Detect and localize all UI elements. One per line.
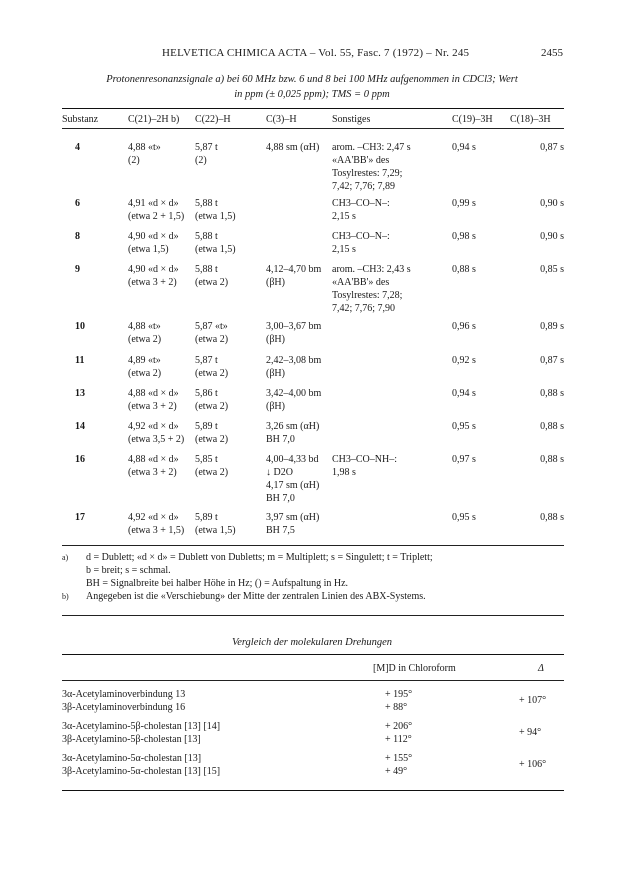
- table2-header-rule: [62, 680, 564, 681]
- c3-cell: 3,42–4,00 bm: [266, 388, 322, 399]
- c3-cell: BH 7,0: [266, 493, 295, 504]
- footnote-line: BH = Signalbreite bei halber Höhe in Hz; () = Aufspaltung in Hz.: [86, 578, 349, 589]
- footnote-mark: a): [62, 553, 69, 562]
- c18-cell: 0,88 s: [540, 421, 564, 432]
- c22-cell: (etwa 2): [195, 401, 229, 412]
- c19-cell: 0,97 s: [452, 454, 476, 465]
- rotation-value: + 88°: [385, 702, 408, 713]
- journal-header: HELVETICA CHIMICA ACTA – Vol. 55, Fasc. 7 (1972) – Nr. 245: [162, 47, 470, 59]
- c21-cell: 4,90 «d × d»: [128, 231, 179, 242]
- sonstiges-cell: Tosylrestes: 7,28;: [332, 290, 403, 301]
- substance-number: 13: [75, 388, 85, 399]
- c22-cell: 5,89 t: [195, 421, 218, 432]
- col-c18-header: C(18)–3H: [510, 114, 551, 125]
- c3-cell: 3,97 sm (αH): [266, 512, 320, 523]
- sonstiges-cell: arom. –CH3: 2,47 s: [332, 142, 411, 153]
- delta-value: + 106°: [519, 759, 547, 770]
- delta-value: + 107°: [519, 695, 547, 706]
- c22-cell: (etwa 1,5): [195, 211, 236, 222]
- c3-cell: BH 7,5: [266, 525, 295, 536]
- rotation-value: + 195°: [385, 689, 413, 700]
- sonstiges-cell: 1,98 s: [332, 467, 356, 478]
- sonstiges-cell: 2,15 s: [332, 211, 356, 222]
- c18-cell: 0,87 s: [540, 142, 564, 153]
- c22-cell: 5,87 «t»: [195, 321, 228, 332]
- table1-top-rule: [62, 108, 564, 109]
- col-c22-header: C(22)–H: [195, 114, 231, 125]
- c21-cell: 4,88 «t»: [128, 321, 161, 332]
- c21-cell: (2): [128, 155, 140, 166]
- substance-number: 11: [75, 355, 85, 366]
- compound-name: 3β-Acetylamino-5α-cholestan [13] [15]: [62, 766, 221, 777]
- c19-cell: 0,92 s: [452, 355, 476, 366]
- c22-cell: 5,88 t: [195, 198, 218, 209]
- c21-cell: (etwa 3,5 + 2): [128, 434, 185, 445]
- c19-cell: 0,94 s: [452, 388, 476, 399]
- c21-cell: (etwa 3 + 2): [128, 401, 177, 412]
- c21-cell: (etwa 2): [128, 334, 162, 345]
- c18-cell: 0,89 s: [540, 321, 564, 332]
- c3-cell: (βH): [266, 334, 285, 345]
- footnote-rule: [62, 615, 564, 616]
- c18-cell: 0,90 s: [540, 198, 564, 209]
- c21-cell: (etwa 3 + 2): [128, 467, 177, 478]
- c3-cell: (βH): [266, 401, 285, 412]
- substance-number: 9: [75, 264, 80, 275]
- c19-cell: 0,88 s: [452, 264, 476, 275]
- col-c3-header: C(3)–H: [266, 114, 297, 125]
- c19-cell: 0,98 s: [452, 231, 476, 242]
- sonstiges-cell: Tosylrestes: 7,29;: [332, 168, 403, 179]
- table1-caption-line2: in ppm (± 0,025 ppm); TMS = 0 ppm: [234, 89, 390, 100]
- c19-cell: 0,95 s: [452, 421, 476, 432]
- c19-cell: 0,94 s: [452, 142, 476, 153]
- substance-number: 4: [75, 142, 80, 153]
- c19-cell: 0,96 s: [452, 321, 476, 332]
- compound-name: 3α-Acetylamino-5α-cholestan [13]: [62, 753, 202, 764]
- sonstiges-cell: CH3–CO–NH–:: [332, 454, 398, 465]
- footnote-line: d = Dublett; «d × d» = Dublett von Dubletts; m = Multiplett; s = Singulett; t = Triplett;: [86, 552, 433, 563]
- col-c19-header: C(19)–3H: [452, 114, 493, 125]
- footnote-line: Angegeben ist die «Verschiebung» der Mitte der zentralen Linien des ABX-Systems.: [86, 591, 426, 602]
- sonstiges-cell: CH3–CO–N–:: [332, 231, 390, 242]
- c18-cell: 0,88 s: [540, 454, 564, 465]
- compound-name: 3α-Acetylamino-5β-cholestan [13] [14]: [62, 721, 221, 732]
- table1-header-rule: [62, 128, 564, 129]
- compound-name: 3α-Acetylaminoverbindung 13: [62, 689, 186, 700]
- c3-cell: 2,42–3,08 bm: [266, 355, 322, 366]
- c3-cell: 4,00–4,33 bd: [266, 454, 319, 465]
- sonstiges-cell: CH3–CO–N–:: [332, 198, 390, 209]
- c3-cell: 3,26 sm (αH): [266, 421, 320, 432]
- c18-cell: 0,88 s: [540, 388, 564, 399]
- c3-cell: (βH): [266, 277, 285, 288]
- table1-bottom-rule: [62, 545, 564, 546]
- sonstiges-cell: 7,42; 7,76; 7,90: [332, 303, 396, 314]
- footnote-mark: b): [62, 592, 69, 601]
- delta-value: + 94°: [519, 727, 542, 738]
- substance-number: 14: [75, 421, 85, 432]
- c22-cell: (etwa 2): [195, 434, 229, 445]
- c21-cell: 4,88 «d × d»: [128, 454, 179, 465]
- c18-cell: 0,90 s: [540, 231, 564, 242]
- compound-name: 3β-Acetylamino-5β-cholestan [13]: [62, 734, 201, 745]
- c21-cell: 4,88 «d × d»: [128, 388, 179, 399]
- c21-cell: (etwa 3 + 2): [128, 277, 177, 288]
- sonstiges-cell: «AA'BB'» des: [332, 155, 390, 166]
- c19-cell: 0,95 s: [452, 512, 476, 523]
- sonstiges-cell: 7,42; 7,76; 7,89: [332, 181, 396, 192]
- c22-cell: 5,86 t: [195, 388, 218, 399]
- c22-cell: (etwa 1,5): [195, 244, 236, 255]
- c22-cell: 5,88 t: [195, 231, 218, 242]
- c21-cell: (etwa 1,5): [128, 244, 169, 255]
- rotation-value: + 49°: [385, 766, 408, 777]
- c18-cell: 0,87 s: [540, 355, 564, 366]
- c18-cell: 0,88 s: [540, 512, 564, 523]
- c22-cell: 5,87 t: [195, 142, 218, 153]
- table2-md-header: [M]D in Chloroform: [373, 663, 456, 674]
- sonstiges-cell: 2,15 s: [332, 244, 356, 255]
- c3-cell: 4,12–4,70 bm: [266, 264, 322, 275]
- c22-cell: (etwa 1,5): [195, 525, 236, 536]
- c3-cell: BH 7,0: [266, 434, 295, 445]
- table1-caption-line1: Protonenresonanzsignale a) bei 60 MHz bzw. 6 und 8 bei 100 MHz aufgenommen in CDCl3; Wert: [106, 74, 518, 85]
- c22-cell: 5,87 t: [195, 355, 218, 366]
- compound-name: 3β-Acetylaminoverbindung 16: [62, 702, 186, 713]
- table1-caption: [62, 72, 562, 102]
- rotation-value: + 155°: [385, 753, 413, 764]
- c22-cell: 5,85 t: [195, 454, 218, 465]
- c18-cell: 0,85 s: [540, 264, 564, 275]
- rotation-value: + 206°: [385, 721, 413, 732]
- rotation-value: + 112°: [385, 734, 412, 745]
- c22-cell: (etwa 2): [195, 368, 229, 379]
- substance-number: 16: [75, 454, 85, 465]
- table2-caption: Vergleich der molekularen Drehungen: [231, 637, 393, 648]
- sonstiges-cell: arom. –CH3: 2,43 s: [332, 264, 411, 275]
- c22-cell: (etwa 2): [195, 277, 229, 288]
- c21-cell: 4,92 «d × d»: [128, 421, 179, 432]
- c3-cell: (βH): [266, 368, 285, 379]
- running-header: [0, 47, 629, 63]
- table2-delta-header: Δ: [538, 663, 544, 674]
- col-sonstiges-header: Sonstiges: [332, 114, 371, 125]
- c3-cell: 3,00–3,67 bm: [266, 321, 322, 332]
- c19-cell: 0,99 s: [452, 198, 476, 209]
- c3-cell: 4,17 sm (αH): [266, 480, 320, 491]
- c21-cell: 4,89 «t»: [128, 355, 161, 366]
- substance-number: 10: [75, 321, 85, 332]
- table2-bottom-rule: [62, 790, 564, 791]
- c22-cell: 5,89 t: [195, 512, 218, 523]
- c21-cell: 4,90 «d × d»: [128, 264, 179, 275]
- footnote-line: b = breit; s = schmal.: [86, 565, 171, 576]
- c21-cell: 4,92 «d × d»: [128, 512, 179, 523]
- substance-number: 6: [75, 198, 80, 209]
- c21-cell: (etwa 2 + 1,5): [128, 211, 185, 222]
- c3-cell: ↓ D2O: [266, 467, 293, 478]
- c22-cell: (etwa 2): [195, 334, 229, 345]
- substance-number: 8: [75, 231, 80, 242]
- col-substanz-header: Substanz: [62, 114, 99, 125]
- c22-cell: (etwa 2): [195, 467, 229, 478]
- c22-cell: 5,88 t: [195, 264, 218, 275]
- col-c21-header: C(21)–2H b): [128, 114, 180, 125]
- c21-cell: 4,88 «t»: [128, 142, 161, 153]
- c21-cell: 4,91 «d × d»: [128, 198, 179, 209]
- c21-cell: (etwa 2): [128, 368, 162, 379]
- c21-cell: (etwa 3 + 1,5): [128, 525, 185, 536]
- sonstiges-cell: «AA'BB'» des: [332, 277, 390, 288]
- page-number: 2455: [541, 47, 563, 59]
- table2-top-rule: [62, 654, 564, 655]
- c3-cell: 4,88 sm (αH): [266, 142, 320, 153]
- c22-cell: (2): [195, 155, 207, 166]
- substance-number: 17: [75, 512, 85, 523]
